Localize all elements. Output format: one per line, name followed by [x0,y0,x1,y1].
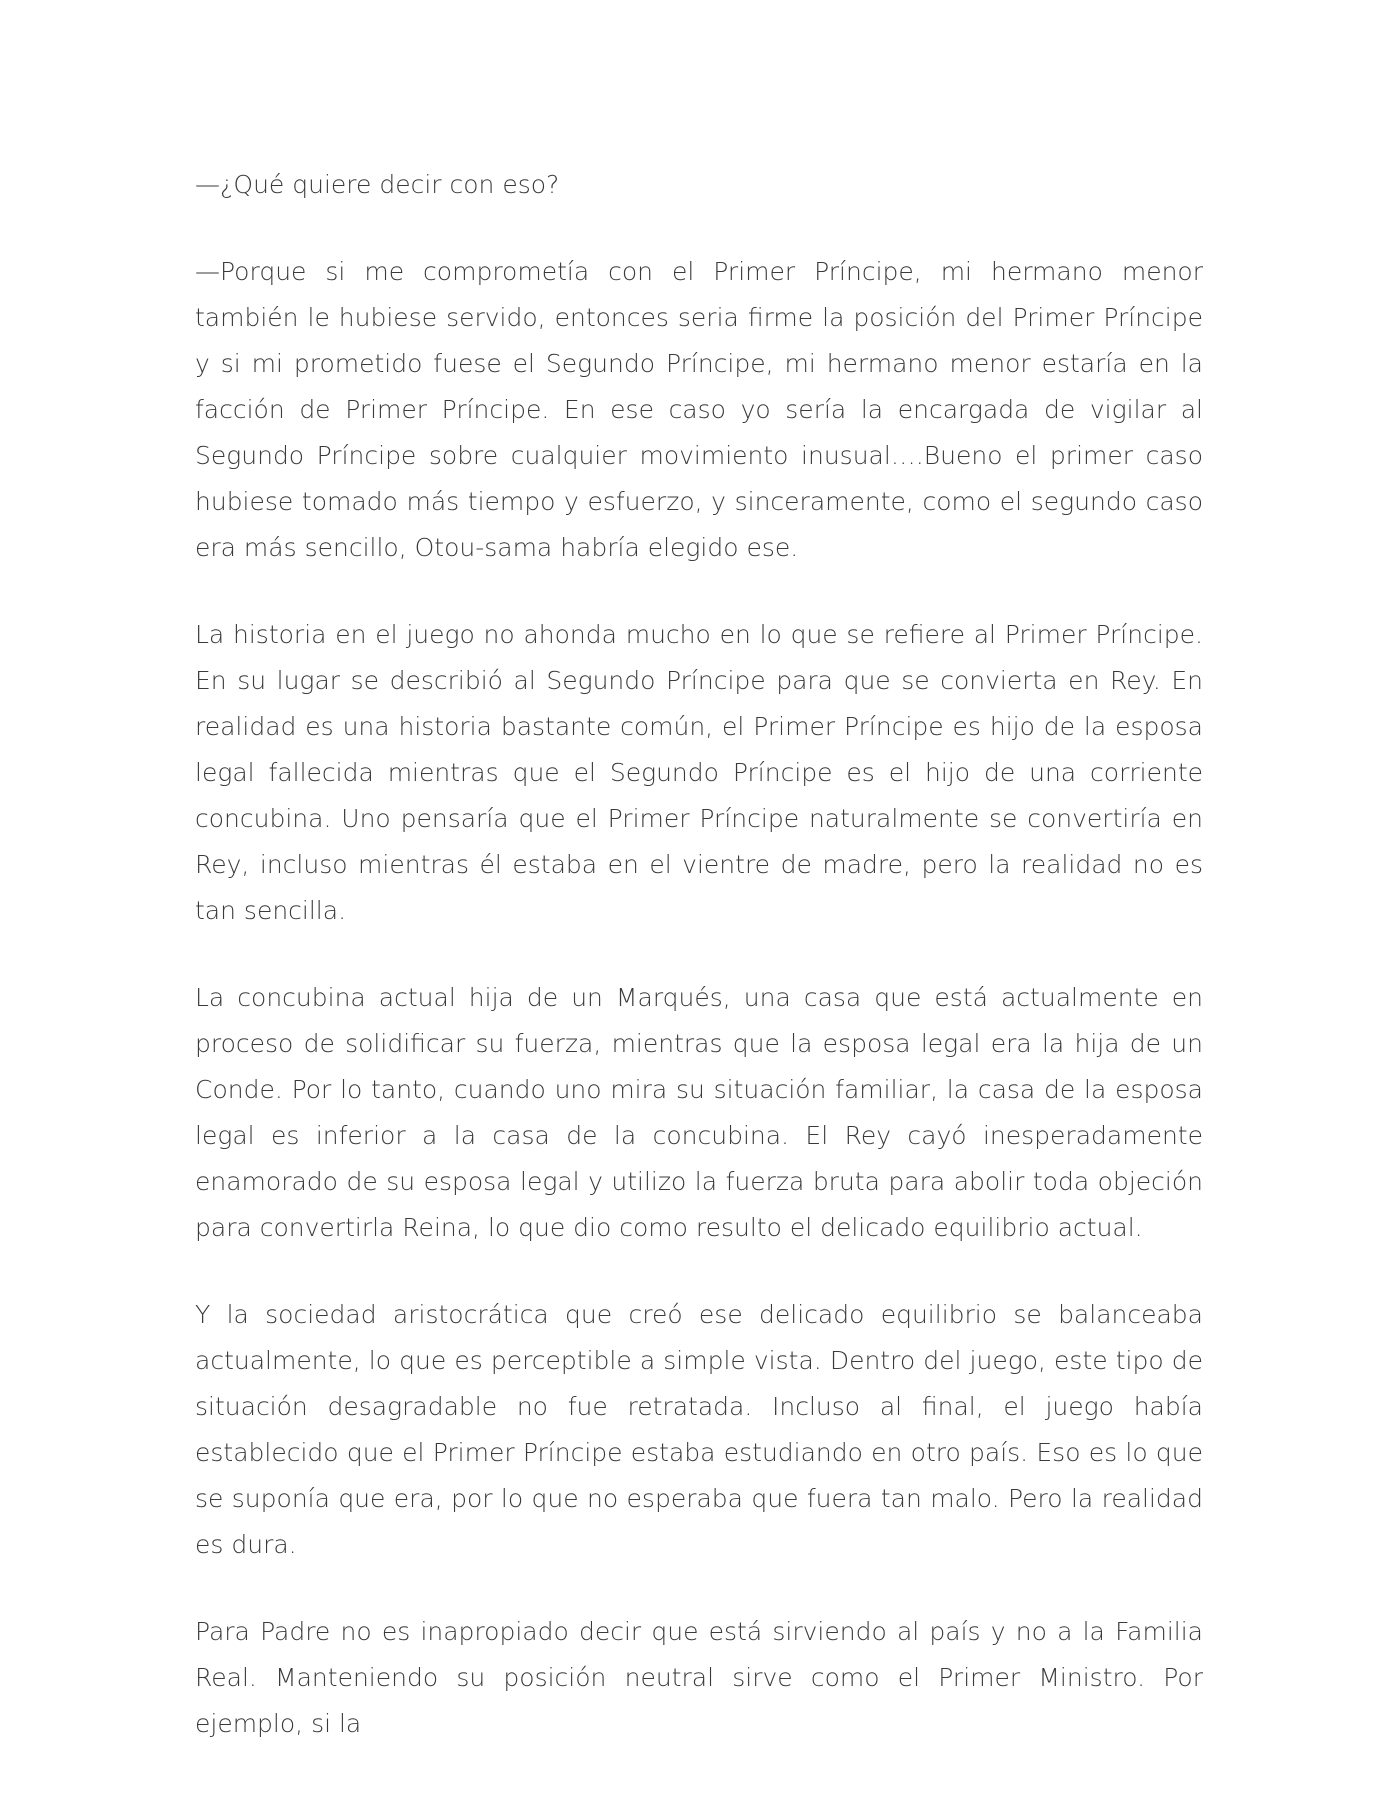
paragraph-father: Para Padre no es inapropiado decir que está sirviendo al país y no a la Familia Real. Manteniendo su posición neutral sirve como el Primer Ministro. Por ejemplo, si la [195,1617,1203,1738]
paragraph-game-story: La historia en el juego no ahonda mucho en lo que se refiere al Primer Príncipe. En su lugar se describió al Segundo Príncipe para que se convierta en Rey. En realidad es una historia bastante común, el Primer Príncipe es hijo de la esposa legal fallecida mientras que el Segundo Príncipe es el hijo de una corriente concubina. Uno pensaría que el Primer Príncipe naturalmente se convertiría en Rey, incluso mientras él estaba en el vientre de madre, pero la realidad no es tan sencilla. [195,620,1203,925]
paragraph-aristocratic-society: Y la sociedad aristocrática que creó ese delicado equilibrio se balanceaba actualmente, lo que es perceptible a simple vista. Dentro del juego, este tipo de situación desagradable no fue retratada. Incluso al final, el juego había establecido que el Primer Príncipe estaba estudiando en otro país. Eso es lo que se suponía que era, por lo que no esperaba que fuera tan malo. Pero la realidad es dura. [195,1300,1203,1559]
paragraph-dialogue-question: —¿Qué quiere decir con eso? [195,170,560,199]
document-page [195,162,1203,1788]
paragraph-concubine: La concubina actual hija de un Marqués, una casa que está actualmente en proceso de solidificar su fuerza, mientras que la esposa legal era la hija de un Conde. Por lo tanto, cuando uno mira su situación familiar, la casa de la esposa legal es inferior a la casa de la concubina. El Rey cayó inesperadamente enamorado de su esposa legal y utilizo la fuerza bruta para abolir toda objeción para convertirla Reina, lo que dio como resulto el delicado equilibrio actual. [195,983,1203,1242]
paragraph-dialogue-answer: —Porque si me comprometía con el Primer Príncipe, mi hermano menor también le hubiese servido, entonces seria firme la posición del Primer Príncipe y si mi prometido fuese el Segundo Príncipe, mi hermano menor estaría en la facción de Primer Príncipe. En ese caso yo sería la encargada de vigilar al Segundo Príncipe sobre cualquier movimiento inusual….Bueno el primer caso hubiese tomado más tiempo y esfuerzo, y sinceramente, como el segundo caso era más sencillo, Otou-sama habría elegido ese. [195,257,1203,562]
